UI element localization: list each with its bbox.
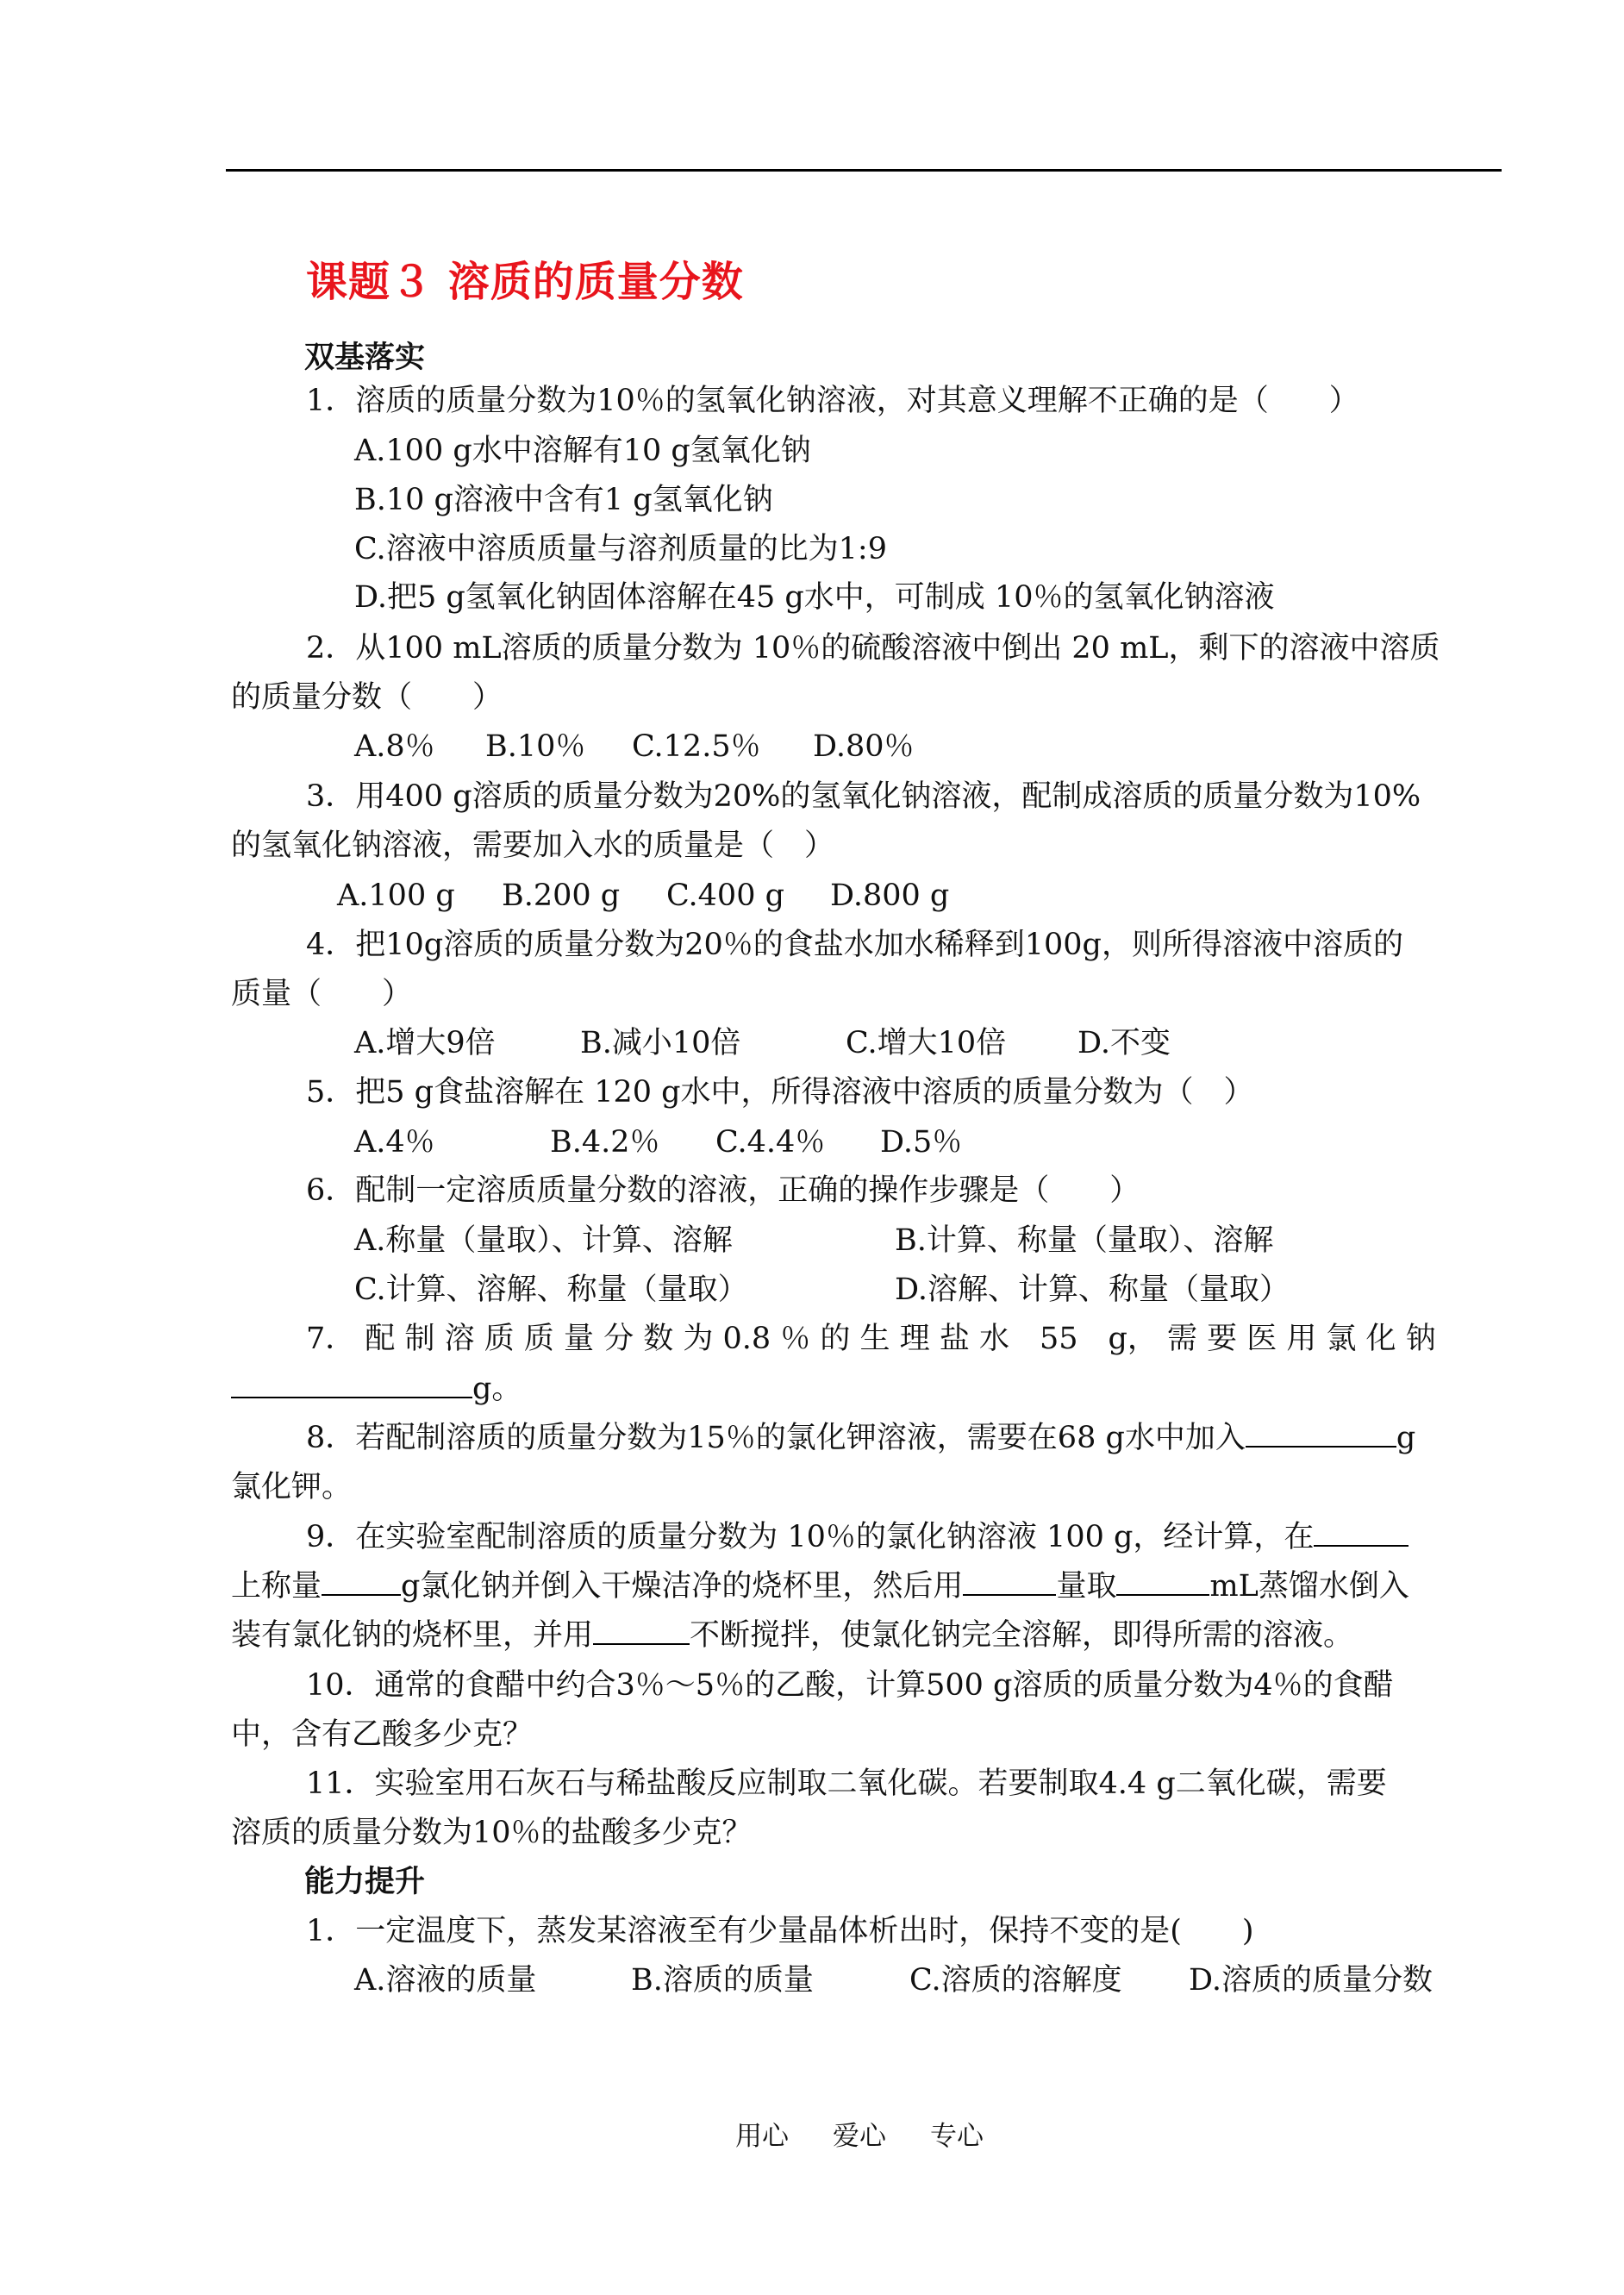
- q5-option-c: C.4.4％: [715, 1125, 826, 1160]
- q6-option-d: D.溶解、计算、称量（量取）: [895, 1273, 1290, 1307]
- q1-stem: 1．溶质的质量分数为10％的氢氧化钠溶液，对其意义理解不正确的是（ ）: [306, 384, 1359, 418]
- q9-line1: [306, 1517, 1409, 1557]
- q1-option-b: B.10 g溶液中含有1 g氢氧化钠: [354, 483, 773, 517]
- q9-text-2b: g氯化钠并倒入干燥洁净的烧杯里，然后用: [401, 1569, 964, 1604]
- header-rule: [226, 169, 1502, 172]
- q5-option-d: D.5％: [880, 1125, 963, 1160]
- q8-answer-blank[interactable]: [1246, 1420, 1396, 1448]
- q7-stem-line2: [231, 1369, 522, 1409]
- q4-option-c: C.增大10倍: [846, 1026, 1007, 1060]
- q9-text-2a: 上称量: [231, 1569, 322, 1604]
- q5-stem: 5．把5 g食盐溶解在 120 g水中，所得溶液中溶质的质量分数为（ ）: [306, 1075, 1254, 1110]
- q4-stem-line2: 质量（ ）: [231, 977, 413, 1011]
- q8-stem-line2: 氯化钾。: [231, 1470, 353, 1504]
- q9-blank-stirrer[interactable]: [593, 1617, 690, 1645]
- q6-option-b: B.计算、称量（量取）、溶解: [895, 1223, 1274, 1258]
- q3-stem-line2: 的氢氧化钠溶液，需要加入水的质量是（ ）: [231, 829, 835, 863]
- q3-option-c: C.400 g: [666, 879, 784, 913]
- q9-blank-instrument[interactable]: [1314, 1519, 1409, 1547]
- q10-line1: 10．通常的食醋中约合3％～5％的乙酸，计算500 g溶质的质量分数为4％的食醋: [306, 1668, 1394, 1703]
- q9-blank-volume[interactable]: [1116, 1568, 1209, 1596]
- q9-line3: [231, 1616, 1353, 1655]
- p1-option-a: A.溶液的质量: [354, 1963, 537, 1998]
- q9-blank-measure-tool[interactable]: [963, 1568, 1056, 1596]
- q4-option-d: D.不变: [1077, 1026, 1171, 1060]
- q1-option-d: D.把5 g氢氧化钠固体溶解在45 g水中，可制成 10％的氢氧化钠溶液: [354, 580, 1275, 615]
- footer-motto-1: 用心: [735, 2121, 789, 2152]
- p1-option-d: D.溶质的质量分数: [1189, 1963, 1433, 1998]
- q3-option-d: D.800 g: [830, 879, 950, 913]
- q2-option-d: D.80％: [813, 729, 915, 764]
- q6-option-a: A.称量（量取）、计算、溶解: [354, 1223, 733, 1258]
- q2-stem-line2: 的质量分数（ ）: [231, 680, 503, 715]
- q3-stem-line1: 3．用400 g溶质的质量分数为20%的氢氧化钠溶液，配制成溶质的质量分数为10%: [306, 779, 1421, 814]
- q8-stem-text: 8．若配制溶质的质量分数为15％的氯化钾溶液，需要在68 g水中加入: [306, 1421, 1246, 1455]
- q7-stem-line1: 7． 配 制 溶 质 质 量 分 数 为 0.8 ％ 的 生 理 盐 水 55 g， 需 要 医 用 氯 化 钠: [306, 1322, 1436, 1356]
- q2-option-c: C.12.5％: [632, 729, 761, 764]
- q4-option-b: B.减小10倍: [580, 1026, 741, 1060]
- q5-option-b: B.4.2％: [550, 1125, 660, 1160]
- section-heading-basics: 双基落实: [304, 340, 426, 375]
- q8-unit: g: [1396, 1421, 1416, 1455]
- q2-option-a: A.8％: [354, 729, 435, 764]
- q2-option-b: B.10％: [485, 729, 586, 764]
- q3-option-a: A.100 g: [337, 879, 455, 913]
- q11-line1: 11．实验室用石灰石与稀盐酸反应制取二氧化碳。若要制取4.4 g二氧化碳，需要: [306, 1767, 1387, 1801]
- page-title: 课题３ 溶质的质量分数: [306, 258, 744, 306]
- p1-option-c: C.溶质的溶解度: [909, 1963, 1122, 1998]
- q4-stem-line1: 4．把10g溶质的质量分数为20％的食盐水加水稀释到100g，则所得溶液中溶质的: [306, 928, 1403, 962]
- q1-option-c: C.溶液中溶质质量与溶剂质量的比为1:9: [354, 532, 887, 566]
- q9-text-2d: mL蒸馏水倒入: [1209, 1569, 1409, 1604]
- q1-option-a: A.100 g水中溶解有10 g氢氧化钠: [354, 434, 811, 468]
- q10-line2: 中，含有乙酸多少克？: [231, 1717, 534, 1752]
- q9-blank-mass[interactable]: [322, 1568, 401, 1596]
- p1-stem: 1．一定温度下，蒸发某溶液至有少量晶体析出时，保持不变的是( ): [306, 1914, 1254, 1948]
- q9-line2: [231, 1566, 1409, 1606]
- q8-stem-line1: [306, 1418, 1415, 1458]
- q9-text-2c: 量取: [1056, 1569, 1117, 1604]
- q4-option-a: A.增大9倍: [354, 1026, 496, 1060]
- q9-text-3a: 装有氯化钠的烧杯里，并用: [231, 1618, 594, 1653]
- q9-text-1: 9．在实验室配制溶质的质量分数为 10％的氯化钠溶液 100 g，经计算，在: [306, 1520, 1315, 1554]
- p1-option-b: B.溶质的质量: [631, 1963, 814, 1998]
- q11-line2: 溶质的质量分数为10％的盐酸多少克？: [231, 1816, 753, 1850]
- section-heading-advanced: 能力提升: [304, 1864, 426, 1899]
- q9-text-3b: 不断搅拌，使氯化钠完全溶解，即得所需的溶液。: [690, 1618, 1354, 1653]
- q7-unit: g。: [472, 1372, 522, 1406]
- q3-option-b: B.200 g: [502, 879, 621, 913]
- footer-motto-2: 爱心: [833, 2121, 886, 2152]
- q5-option-a: A.4％: [354, 1125, 435, 1160]
- q2-stem-line1: 2．从100 mL溶质的质量分数为 10％的硫酸溶液中倒出 20 mL，剩下的溶液中溶质: [306, 631, 1440, 666]
- footer-motto-3: 专心: [930, 2121, 984, 2152]
- q6-stem: 6．配制一定溶质质量分数的溶液，正确的操作步骤是（ ）: [306, 1173, 1140, 1208]
- q7-answer-blank[interactable]: [231, 1371, 472, 1398]
- q6-option-c: C.计算、溶解、称量（量取）: [354, 1273, 748, 1307]
